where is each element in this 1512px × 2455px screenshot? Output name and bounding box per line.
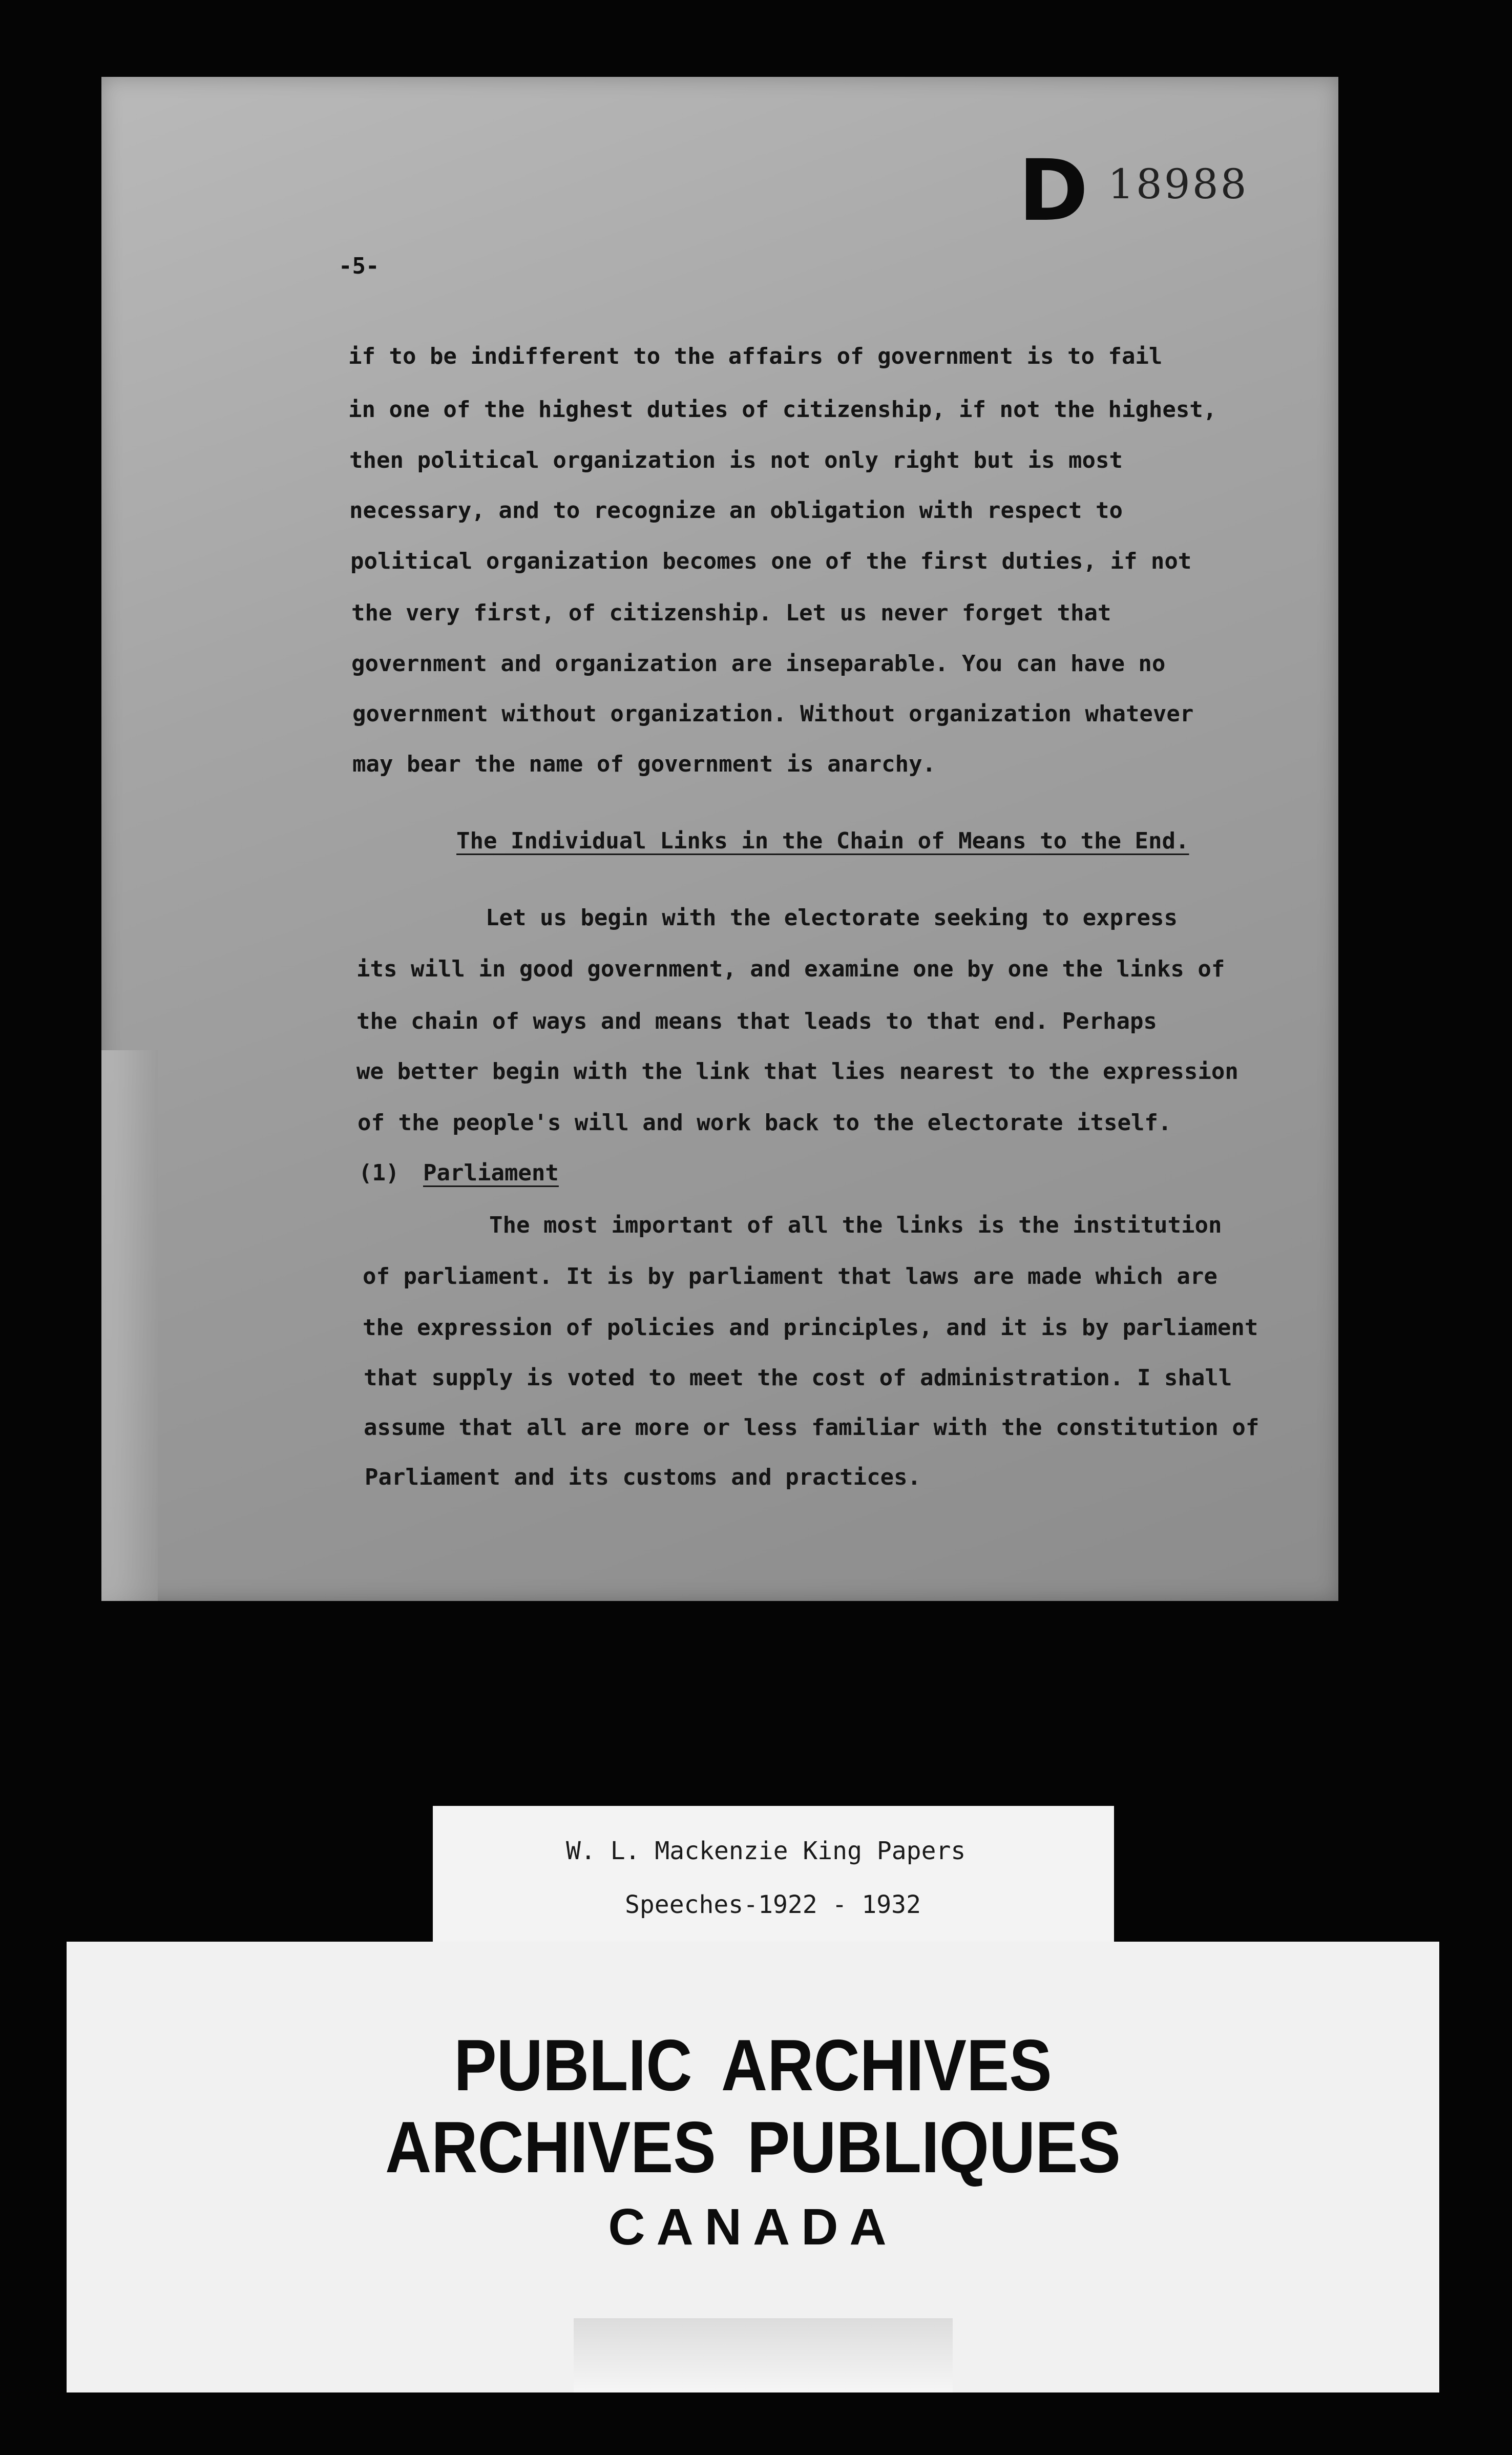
archive-country: CANADA <box>608 2198 898 2256</box>
text-line: if to be indifferent to the affairs of government is to fail <box>348 343 1163 369</box>
text-line: may bear the name of government is anarchy. <box>352 751 936 777</box>
archive-name-en: PUBLIC ARCHIVES <box>454 2025 1052 2106</box>
text-line: in one of the highest duties of citizenship, if not the highest, <box>348 397 1217 423</box>
text-line: the chain of ways and means that leads to that end. Perhaps <box>356 1008 1157 1034</box>
text-line: its will in good government, and examine one by one the links of <box>356 956 1225 982</box>
text-line: the very first, of citizenship. Let us never forget that <box>351 600 1111 626</box>
text-line: that supply is voted to meet the cost of administration. I shall <box>364 1365 1232 1391</box>
text-line: of parliament. It is by parliament that laws are made which are <box>363 1263 1217 1289</box>
page-number: -5- <box>339 253 380 279</box>
archive-name-fr: ARCHIVES PUBLIQUES <box>385 2107 1121 2188</box>
collection-label <box>433 1806 1114 1954</box>
text-line: of the people's will and work back to the electorate itself. <box>358 1110 1172 1136</box>
text-line: then political organization is not only right but is most <box>349 447 1123 473</box>
archive-label <box>67 1942 1439 2392</box>
stamp-number: 18988 <box>1108 160 1249 208</box>
label-notch <box>574 2318 953 2392</box>
text-line: government and organization are inseparable. You can have no <box>351 651 1166 677</box>
text-line: assume that all are more or less familiar with the constitution of <box>364 1414 1259 1441</box>
document-page <box>101 77 1338 1601</box>
text-line: political organization becomes one of the first duties, if not <box>350 548 1192 574</box>
text-line: government without organization. Without organization whatever <box>352 701 1194 727</box>
stamp-letter: D <box>1018 141 1088 240</box>
collection-series: Speeches-1922 - 1932 <box>625 1890 921 1919</box>
text-line: the expression of policies and principles, and it is by parliament <box>363 1315 1258 1341</box>
section-number: (1) <box>359 1160 400 1186</box>
text-line: Parliament and its customs and practices. <box>365 1464 921 1490</box>
text-line: Let us begin with the electorate seeking to express <box>486 905 1178 931</box>
text-line: necessary, and to recognize an obligation with respect to <box>349 497 1123 524</box>
section-title: Parliament <box>423 1160 559 1186</box>
text-line: The most important of all the links is the institution <box>489 1212 1222 1238</box>
section-heading: The Individual Links in the Chain of Means to the End. <box>456 828 1189 854</box>
collection-title: W. L. Mackenzie King Papers <box>566 1837 966 1865</box>
text-line: we better begin with the link that lies nearest to the expression <box>356 1058 1238 1085</box>
